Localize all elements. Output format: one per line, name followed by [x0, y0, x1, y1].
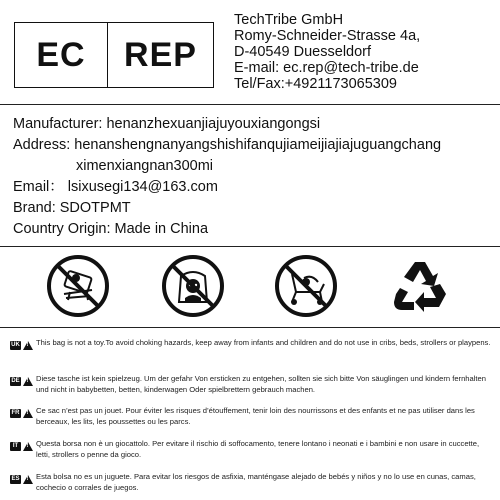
warning-text: Questa borsa non è un giocattolo. Per evitare il rischio di soffocamento, tenere lontano i neonati e i bambini e non usare in cuccette, letti, strollers o penne da gioco.: [36, 439, 480, 459]
country-code-badge: ES: [11, 475, 20, 482]
manufacturer-email: Email： lsixusegi134@163.com: [13, 179, 218, 195]
manufacturer-address: Address: henanshengnanyangshishifanqujiameijiajiajuguangchang: [13, 137, 442, 153]
divider: [0, 327, 500, 328]
warning-it: [10, 438, 494, 460]
ec-text: EC: [15, 23, 108, 87]
country-origin: Country Origin: Made in China: [13, 221, 209, 237]
warning-uk: [10, 337, 494, 351]
warning-de: [10, 373, 494, 395]
rep-email: E-mail: ec.rep@tech-tribe.de: [234, 60, 419, 76]
rep-telfax: Tel/Fax:+4921173065309: [234, 76, 397, 92]
manufacturer-info: [13, 114, 441, 240]
rep-company: TechTribe GmbH: [234, 12, 344, 28]
ec-rep-symbol: [14, 22, 214, 88]
rep-text: REP: [124, 35, 197, 74]
warning-triangle-icon: [23, 475, 33, 484]
warning-triangle-icon: [23, 341, 33, 350]
country-code-badge: DE: [11, 377, 20, 384]
warning-text: Esta bolsa no es un juguete. Para evitar los riesgos de asfixia, manténgase alejado de bebés y niños y no lo use en cunas, camas, cochecio o corrales de juegos.: [36, 472, 476, 492]
rep-street: Romy-Schneider-Strasse 4a,: [234, 28, 421, 44]
country-code-badge: IT: [10, 442, 21, 451]
warning-triangle-icon: [23, 442, 33, 451]
no-stroller-icon: [274, 254, 338, 318]
brand: Brand: SDOTPMT: [13, 200, 131, 216]
warning-es: [10, 471, 494, 493]
recycle-icon: [388, 254, 452, 318]
warning-icons: [0, 254, 500, 324]
warning-text: Diese tasche ist kein spielzeug. Um der gefahr Von ersticken zu entgehen, sollten sie sich bitte Von säuglingen und kindern fernhalten und nicht in babybetten, betten, kinderwagen Oder spielbrettern gebrauch machen.: [36, 374, 486, 394]
warning-triangle-icon: [23, 409, 33, 418]
manufacturer-address-cont: ximenxiangnan300mi: [76, 158, 214, 174]
no-infant-icon: [161, 254, 225, 318]
divider: [0, 246, 500, 247]
country-code-badge: UK: [11, 341, 20, 348]
warning-fr: [10, 405, 494, 427]
country-code-badge: FR: [11, 409, 20, 416]
rep-city: D-40549 Duesseldorf: [234, 44, 372, 60]
eu-representative-address: [234, 12, 420, 92]
warning-text: Ce sac n’est pas un jouet. Pour éviter les risques d’étouffement, tenir loin des nourrissons et des enfants et ne pas utiliser dans les berceaux, les lits, les poussettes ou les parcs.: [36, 406, 475, 426]
manufacturer-name: Manufacturer: henanzhexuanjiajuyouxiangongsi: [13, 116, 321, 132]
no-crib-icon: [46, 254, 110, 318]
divider: [0, 104, 500, 105]
warning-text: This bag is not a toy.To avoid choking hazards, keep away from infants and children and do not use in cribs, beds, strollers or playpens.: [36, 338, 491, 347]
warning-triangle-icon: [23, 377, 33, 386]
